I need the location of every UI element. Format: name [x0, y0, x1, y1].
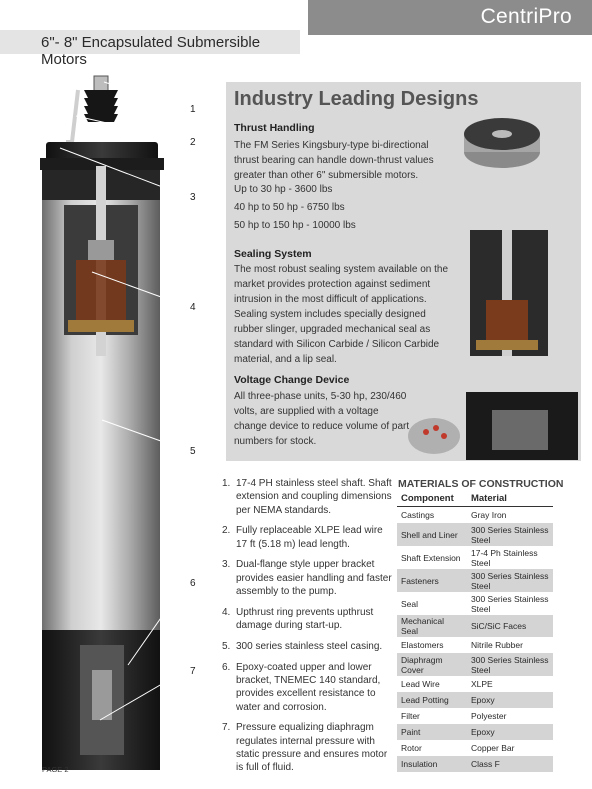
table-row: Mechanical Seal SiC/SiC Faces: [397, 615, 553, 637]
list-item: 1. 17-4 PH stainless steel shaft. Shaft extension and coupling dimensions per NEMA standards.: [222, 478, 392, 516]
table-row: Castings Gray Iron: [401, 510, 507, 520]
callout-7: 7: [190, 666, 196, 677]
thrust-spec-1: Up to 30 hp - 3600 lbs: [234, 184, 333, 195]
thrust-bearing-image: [458, 100, 546, 180]
callout-3: 3: [190, 192, 196, 203]
title-bar: [0, 30, 300, 68]
feature-list: [222, 477, 394, 782]
features-heading: Industry Leading Designs: [234, 88, 479, 110]
list-item: 7. Pressure equalizing diaphragm regulates internal pressure with static pressure and ensures motor is full of fluid.: [222, 722, 388, 774]
callout-1: 1: [190, 104, 196, 115]
table-row: Insulation Class F: [397, 756, 553, 772]
motor-cutaway-illustration: [0, 70, 200, 770]
voltage-body: All three-phase units, 5-30 hp, 230/460 volts, are supplied with a voltage change device to reduce volume of part numbers for stock.: [234, 391, 410, 447]
list-item: 3. Dual-flange style upper bracket provides easier handling and faster assembly to the pump.: [222, 559, 392, 598]
callout-4: 4: [190, 302, 196, 313]
table-row: Lead Potting Epoxy: [397, 692, 553, 708]
table-row: Elastomers Nitrile Rubber: [401, 640, 523, 650]
brand-logo: CentriPro: [480, 5, 572, 28]
voltage-change-device-image: [400, 392, 580, 460]
col-header-component: Component: [397, 491, 467, 507]
sealing-body: The most robust sealing system available on the market provides protection against sediment intrusion in the most difficult of applications. Sealing system includes specially designed rubber slinger, upgraded mechanical seal as standard with Silicon Carbide / Silicon Carbide material, and a lip seal.: [234, 264, 448, 365]
table-row: Seal 300 Series Stainless Steel: [401, 593, 549, 614]
table-row: Shaft Extension 17-4 Ph Stainless Steel: [401, 547, 538, 568]
callout-2: 2: [190, 137, 196, 148]
brand-bar: [308, 0, 592, 35]
table-row: Paint Epoxy: [397, 724, 553, 740]
page-number: PAGE 2: [42, 765, 69, 774]
materials-table: [397, 491, 553, 772]
list-item: 2. Fully replaceable XLPE lead wire 17 ft (5.18 m) lead length.: [222, 525, 383, 550]
thrust-spec-3: 50 hp to 150 hp - 10000 lbs: [234, 220, 356, 231]
table-row: Diaphragm Cover 300 Series Stainless Steel: [397, 653, 553, 676]
materials-title: MATERIALS OF CONSTRUCTION: [398, 478, 564, 490]
list-item: 4. Upthrust ring prevents upthrust damage during start-up.: [222, 606, 374, 632]
table-row: Rotor Copper Bar: [401, 743, 515, 753]
col-header-material: Material: [467, 491, 553, 507]
features-panel: [226, 82, 581, 461]
sealing-system-image: [468, 230, 550, 356]
table-row: Lead Wire XLPE: [401, 679, 493, 689]
callout-5: 5: [190, 446, 196, 457]
thrust-title: Thrust Handling: [234, 122, 315, 134]
sealing-title: Sealing System: [234, 248, 312, 260]
list-item: 5. 300 series stainless steel casing.: [222, 640, 383, 652]
thrust-spec-2: 40 hp to 50 hp - 6750 lbs: [234, 202, 345, 213]
table-row: Shell and Liner 300 Series Stainless Steel: [397, 523, 553, 546]
document-title: 6"- 8" Encapsulated Submersible Motors: [41, 34, 261, 68]
thrust-body: The FM Series Kingsbury-type bi-directional thrust bearing can handle down-thrust values greater than other 6" submersible motors.: [234, 140, 434, 181]
list-item: 6. Epoxy-coated upper and lower bracket, TNEMEC 140 standard, provides excellent resistance to water and corrosion.: [222, 661, 381, 713]
callout-6: 6: [190, 578, 196, 589]
table-row: Fasteners 300 Series Stainless Steel: [397, 569, 553, 592]
voltage-title: Voltage Change Device: [234, 374, 350, 386]
table-row: Filter Polyester: [401, 711, 507, 721]
